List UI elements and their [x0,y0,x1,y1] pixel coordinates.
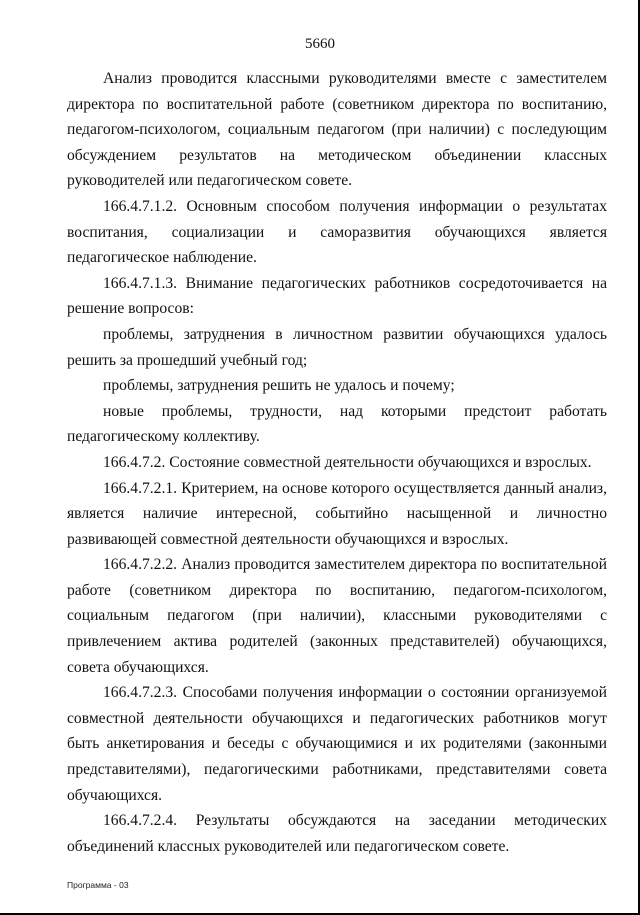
paragraph: 166.4.7.2.4. Результаты обсуждаются на заседании методических объединений классных руководителей или педагогическом совете. [67,812,607,855]
paragraph: 166.4.7.2. Состояние совместной деятельности обучающихся и взрослых. [103,453,592,471]
footer-label: Программа - 03 [67,880,129,890]
paragraph: 166.4.7.2.2. Анализ проводится заместителем директора по воспитательной работе (советником директора по воспитанию, педагогом-психологом, социальным педагогом (при наличии), классными руководителями с привлечением актива родителей (законных представителей) обучающихся, совета обучающихся. [67,556,607,676]
paragraph: 166.4.7.2.1. Критерием, на основе которого осуществляется данный анализ, является наличие интересной, событийно насыщенной и личностно развивающей совместной деятельности обучающихся и взрослых. [67,479,607,548]
paragraph: проблемы, затруднения в личностном развитии обучающихся удалось решить за прошедший учебный год; [67,325,607,369]
paragraph: 166.4.7.2.3. Способами получения информации о состоянии организуемой совместной деятельности обучающихся и педагогических работников могут быть анкетирования и беседы с обучающимися и их родителями (законными представителями), педагогическими работниками, представителями совета обучающихся. [67,684,607,804]
paragraph: 166.4.7.1.2. Основным способом получения информации о результатах воспитания, социализации и саморазвития обучающихся является педагогическое наблюдение. [67,197,607,267]
document-body [67,66,607,859]
paragraph: 166.4.7.1.3. Внимание педагогических работников сосредоточивается на решение вопросов: [67,274,607,318]
page-number: 5660 [305,36,335,52]
paragraph: Анализ проводится классными руководителями вместе с заместителем директора по воспитательной работе (советником директора по воспитанию, педагогом-психологом, социальным педагогом (при наличии) с последующим обсуждением результатов на методическом объединении классных руководителей или педагогическом совете. [67,70,607,190]
paragraph: проблемы, затруднения решить не удалось и почему; [103,377,455,395]
paragraph: новые проблемы, трудности, над которыми предстоит работать педагогическому коллективу. [67,402,607,446]
